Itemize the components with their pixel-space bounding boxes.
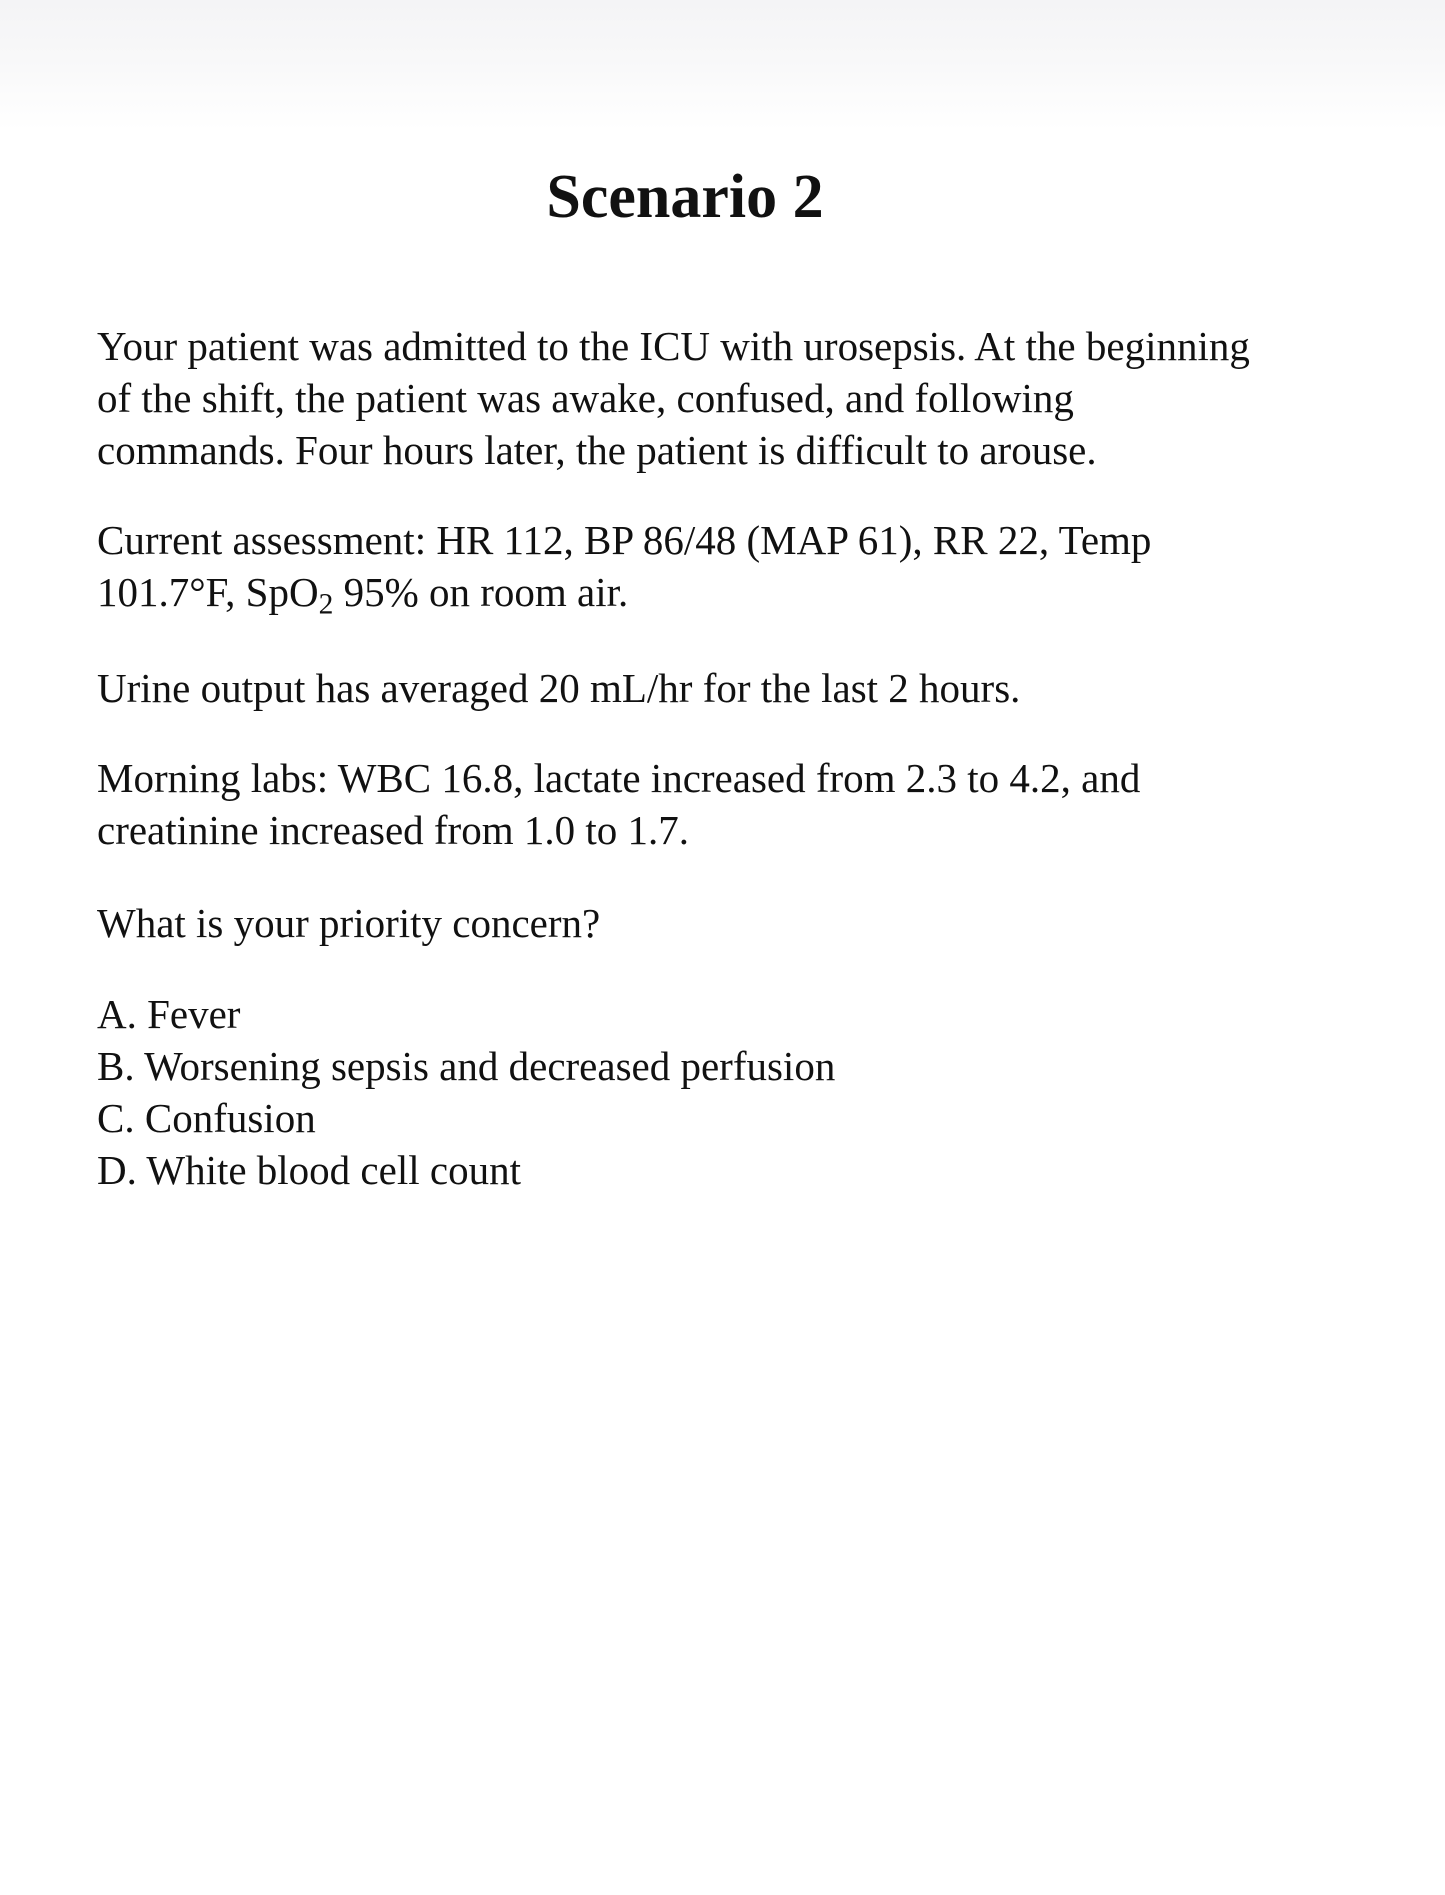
urine-output-paragraph xyxy=(97,662,1337,714)
labs-paragraph xyxy=(97,752,1337,856)
intro-line-1: Your patient was admitted to the ICU with urosepsis. At the beginning xyxy=(97,323,1250,369)
intro-paragraph xyxy=(97,320,1337,476)
top-shadow xyxy=(0,0,1445,130)
option-a: A. Fever xyxy=(97,991,241,1037)
intro-line-2: of the shift, the patient was awake, confused, and following xyxy=(97,375,1074,421)
intro-line-3: commands. Four hours later, the patient is difficult to arouse. xyxy=(97,427,1097,473)
spo2-subscript: 2 xyxy=(318,588,334,621)
answer-options xyxy=(97,988,1337,1196)
assessment-paragraph xyxy=(97,514,1337,621)
labs-line-1: Morning labs: WBC 16.8, lactate increased from 2.3 to 4.2, and xyxy=(97,755,1141,801)
assessment-spo2-value: 95% on room air. xyxy=(333,569,629,615)
assessment-line-1: Current assessment: HR 112, BP 86/48 (MAP 61), RR 22, Temp xyxy=(97,517,1152,563)
option-d: D. White blood cell count xyxy=(97,1147,521,1193)
question-line: What is your priority concern? xyxy=(97,900,601,946)
page-title: Scenario 2 xyxy=(546,163,824,231)
assessment-line-2 xyxy=(97,566,1337,621)
question-text xyxy=(97,897,1337,949)
labs-line-2: creatinine increased from 1.0 to 1.7. xyxy=(97,807,689,853)
option-b: B. Worsening sepsis and decreased perfusion xyxy=(97,1043,836,1089)
assessment-temp-spo: 101.7°F, SpO xyxy=(97,569,319,615)
urine-output-text: Urine output has averaged 20 mL/hr for the last 2 hours. xyxy=(97,665,1021,711)
option-c: C. Confusion xyxy=(97,1095,316,1141)
